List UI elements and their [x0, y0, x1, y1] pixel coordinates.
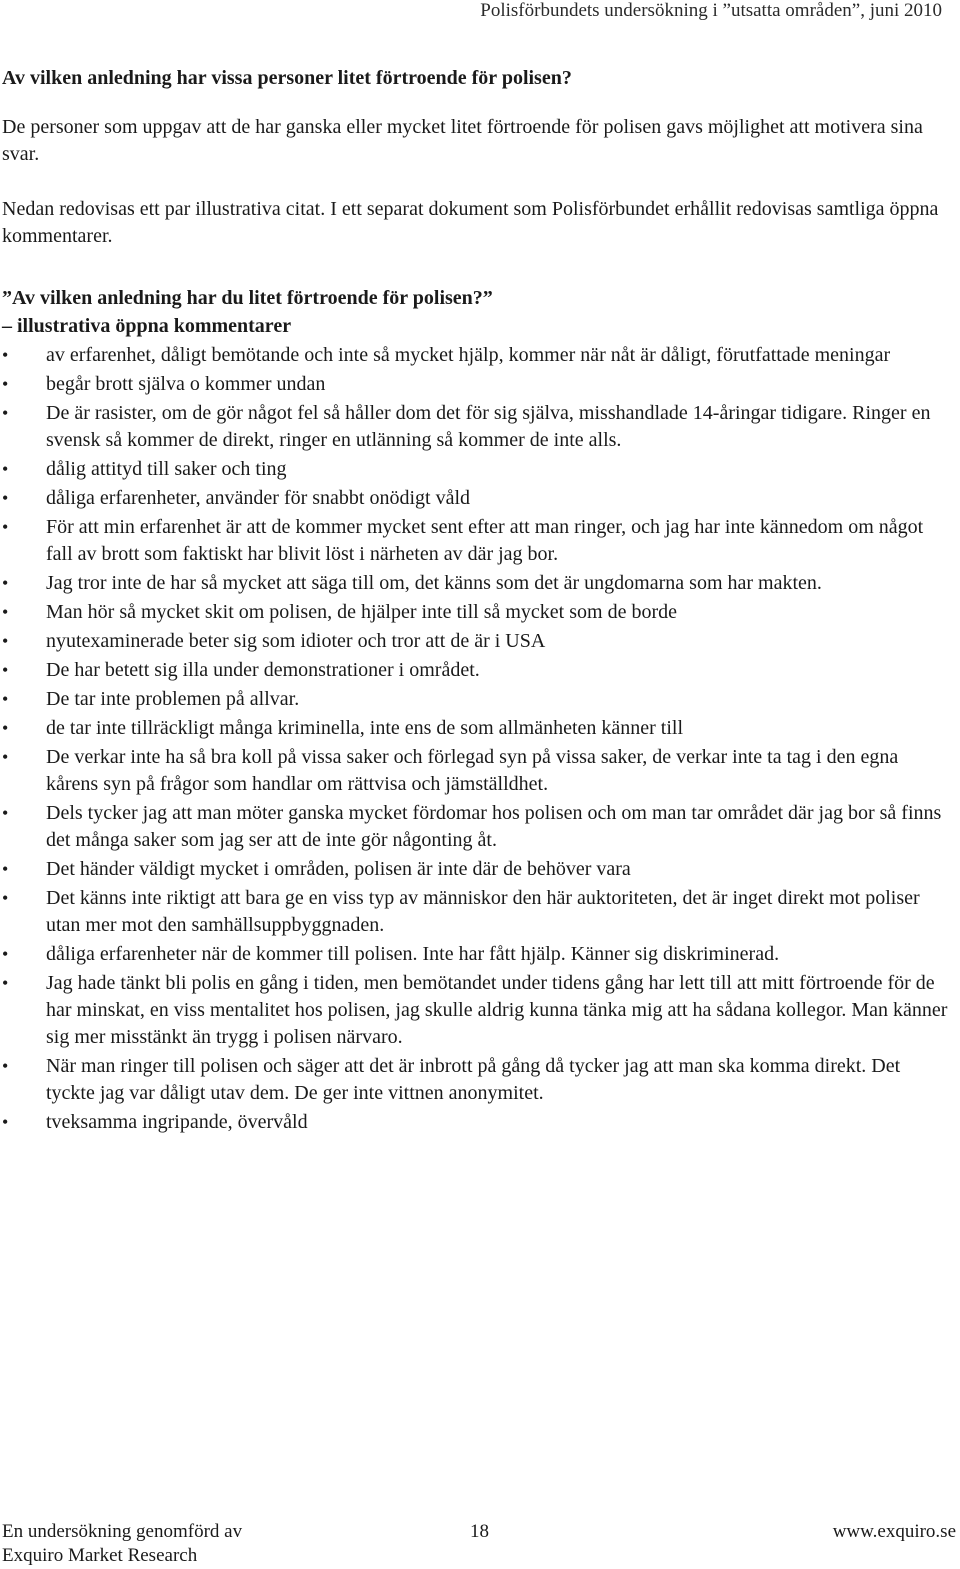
comment-text: När man ringer till polisen och säger att det är inbrott på gång då tycker jag att man ska komma direkt. Det tyckte jag var dåligt utav dem. De ger inte vittnen anonymitet. — [46, 1055, 901, 1104]
comment-text: nyutexaminerade beter sig som idioter och tror att de är i USA — [46, 630, 546, 652]
bullet-icon: • — [2, 517, 9, 537]
comments-subtitle: – illustrativa öppna kommentarer — [2, 315, 292, 337]
comment-item — [2, 686, 954, 713]
page-content — [2, 64, 954, 1138]
bullet-icon: • — [2, 602, 9, 622]
comment-item — [2, 856, 954, 883]
comments-list — [2, 342, 954, 1136]
comment-item — [2, 715, 954, 742]
comment-text: De tar inte problemen på allvar. — [46, 688, 300, 710]
comment-item — [2, 400, 954, 454]
bullet-icon: • — [2, 345, 9, 365]
bullet-icon: • — [2, 1056, 9, 1076]
comment-text: begår brott själva o kommer undan — [46, 373, 326, 395]
comment-text: tveksamma ingripande, övervåld — [46, 1111, 308, 1133]
bullet-icon: • — [2, 1112, 9, 1132]
comment-item — [2, 485, 954, 512]
bullet-icon: • — [2, 488, 9, 508]
comment-text: Man hör så mycket skit om polisen, de hjälper inte till så mycket som de borde — [46, 601, 677, 623]
comment-item — [2, 1109, 954, 1136]
footer-website: www.exquiro.se — [832, 1521, 956, 1542]
bullet-icon: • — [2, 718, 9, 738]
page-number: 18 — [470, 1521, 489, 1542]
comment-item — [2, 371, 954, 398]
bullet-icon: • — [2, 459, 9, 479]
comment-text: De har betett sig illa under demonstrationer i området. — [46, 659, 480, 681]
comment-text: de tar inte tillräckligt många kriminella, inte ens de som allmänheten känner till — [46, 717, 684, 739]
footer-credit — [2, 1520, 302, 1568]
footer-company-name: Exquiro Market Research — [2, 1545, 198, 1566]
comment-item — [2, 456, 954, 483]
comment-item — [2, 970, 954, 1051]
comment-item — [2, 657, 954, 684]
comment-item — [2, 800, 954, 854]
comment-text: dålig attityd till saker och ting — [46, 458, 287, 480]
comment-item — [2, 342, 954, 369]
bullet-icon: • — [2, 888, 9, 908]
comment-item — [2, 941, 954, 968]
bullet-icon: • — [2, 374, 9, 394]
comment-text: För att min erfarenhet är att de kommer mycket sent efter att man ringer, och jag har inte kännedom om något fall av brott som faktiskt har blivit löst i närheten av där jag bor. — [46, 516, 924, 565]
comment-item — [2, 628, 954, 655]
bullet-icon: • — [2, 944, 9, 964]
section-heading: Av vilken anledning har vissa personer litet förtroende för polisen? — [2, 67, 572, 89]
intro-paragraph: De personer som uppgav att de har ganska eller mycket litet förtroende för polisen gavs möjlighet att motivera sina svar. — [2, 116, 923, 165]
comment-item — [2, 570, 954, 597]
comment-text: De verkar inte ha så bra koll på vissa saker och förlegad syn på vissa saker, de verkar inte ta tag i den egna kårens syn på frågor som handlar om rättvisa och jämställdhet. — [46, 746, 899, 795]
comment-text: dåliga erfarenheter när de kommer till polisen. Inte har fått hjälp. Känner sig diskriminerad. — [46, 943, 780, 965]
comment-text: dåliga erfarenheter, använder för snabbt onödigt våld — [46, 487, 471, 509]
comments-section — [2, 284, 954, 1136]
bullet-icon: • — [2, 689, 9, 709]
comment-item — [2, 744, 954, 798]
bullet-icon: • — [2, 573, 9, 593]
comment-item — [2, 885, 954, 939]
bullet-icon: • — [2, 631, 9, 651]
comment-text: Jag tror inte de har så mycket att säga till om, det känns som det är ungdomarna som har makten. — [46, 572, 822, 594]
bullet-icon: • — [2, 403, 9, 423]
bullet-icon: • — [2, 859, 9, 879]
bullet-icon: • — [2, 973, 9, 993]
comment-item — [2, 1053, 954, 1107]
comment-text: av erfarenhet, dåligt bemötande och inte så mycket hjälp, kommer när nåt är dåligt, förutfattade meningar — [46, 344, 891, 366]
intro-paragraph: Nedan redovisas ett par illustrativa citat. I ett separat dokument som Polisförbundet erhållit redovisas samtliga öppna kommentarer. — [2, 198, 939, 247]
bullet-icon: • — [2, 660, 9, 680]
bullet-icon: • — [2, 747, 9, 767]
comment-text: De är rasister, om de gör något fel så håller dom det för sig själva, misshandlade 14-åringar tidigare. Ringer en svensk så kommer de direkt, ringer en utlänning så kommer de inte alls. — [46, 402, 931, 451]
comment-text: Det händer väldigt mycket i områden, polisen är inte där de behöver vara — [46, 858, 631, 880]
footer-credit-line: En undersökning genomförd av — [2, 1521, 243, 1542]
running-header: Polisförbundets undersökning i ”utsatta områden”, juni 2010 — [480, 0, 942, 21]
comment-item — [2, 599, 954, 626]
comment-text: Jag hade tänkt bli polis en gång i tiden, men bemötandet under tidens gång har lett till att mitt förtroende för de har minskat, en viss mentalitet hos polisen, jag skulle aldrig kunna tänka mig att ha sådana kollegor. Man känner sig mer misstänkt än trygg i polisen närvaro. — [46, 972, 948, 1048]
bullet-icon: • — [2, 803, 9, 823]
comment-item — [2, 514, 954, 568]
comments-question-title: ”Av vilken anledning har du litet förtroende för polisen?” — [2, 287, 493, 309]
comment-text: Dels tycker jag att man möter ganska mycket fördomar hos polisen och om man tar området där jag bor så finns det många saker som jag ser att de inte gör någonting åt. — [46, 802, 942, 851]
comment-text: Det känns inte riktigt att bara ge en viss typ av människor den här auktoriteten, det är inget direkt mot poliser utan mer mot den samhällsuppbyggnaden. — [46, 887, 920, 936]
